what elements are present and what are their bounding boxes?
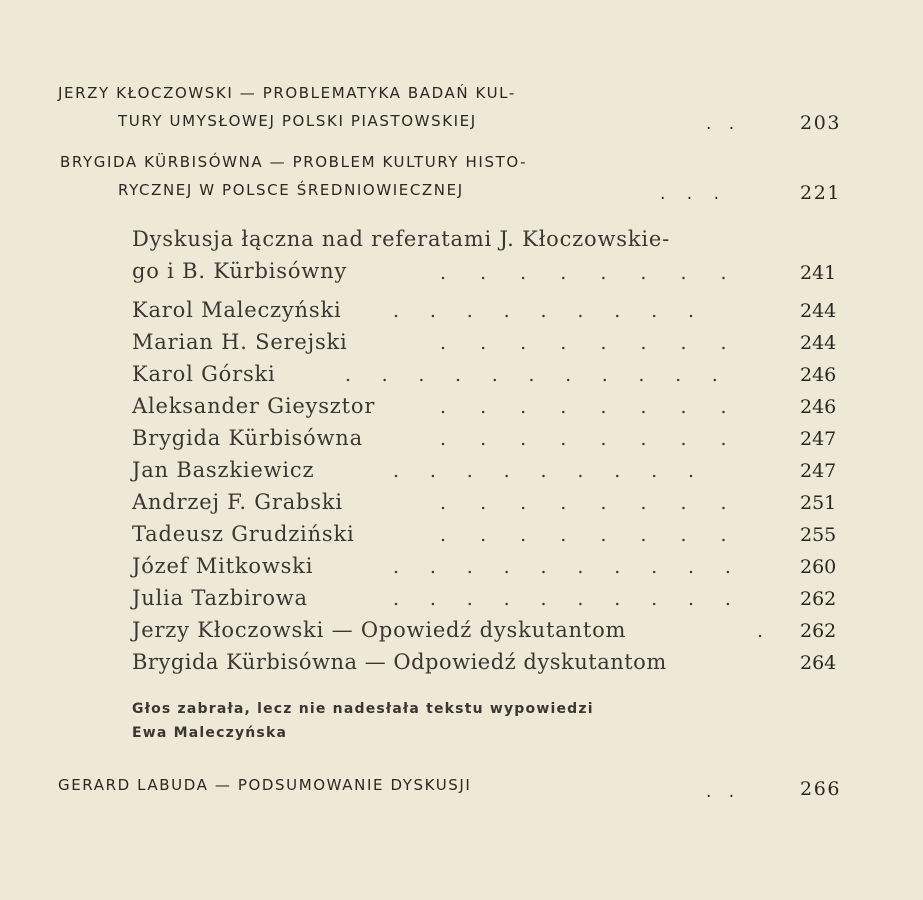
page-number: 221 xyxy=(800,182,842,204)
page-number: 244 xyxy=(800,332,837,354)
page-number: 244 xyxy=(800,300,837,322)
page-number: 255 xyxy=(800,524,837,546)
toc-entry xyxy=(0,586,923,618)
section-title-line: RYCZNEJ W POLSCE ŚREDNIOWIECZNEJ xyxy=(118,181,464,199)
toc-entry xyxy=(0,554,923,586)
note-line: Głos zabrała, lecz nie nadesłała tekstu wypowiedzi xyxy=(132,701,594,717)
speaker-name: Brygida Kürbisówna xyxy=(132,426,363,450)
page-number: 246 xyxy=(800,364,837,386)
page-number: 246 xyxy=(800,396,837,418)
discussion-title-line: Dyskusja łączna nad referatami J. Kłoczowskie- xyxy=(132,227,671,251)
section-title-line: BRYGIDA KÜRBISÓWNA — PROBLEM KULTURY HISTO- xyxy=(60,153,528,171)
discussion-title-line: go i B. Kürbisówny xyxy=(132,259,348,283)
speaker-name: Józef Mitkowski xyxy=(132,554,314,578)
leader-dots: . . . . . . . . . xyxy=(393,300,707,322)
speaker-name: Aleksander Gieysztor xyxy=(132,394,376,418)
page-number: 262 xyxy=(800,620,837,642)
leader-dots: . . . . . . . . xyxy=(440,428,741,450)
speaker-name: Tadeusz Grudziński xyxy=(132,522,355,546)
speaker-name: Julia Tazbirowa xyxy=(132,586,308,610)
section-title-line: GERARD LABUDA — PODSUMOWANIE DYSKUSJI xyxy=(58,776,472,794)
leader-dots: . . . . . . . . xyxy=(440,524,741,546)
toc-entry xyxy=(0,330,923,362)
speaker-name: Andrzej F. Grabski xyxy=(132,490,343,514)
leader-dots: . . xyxy=(706,782,741,802)
toc-entry xyxy=(0,650,923,682)
leader-dots: . . . . . . . . xyxy=(440,332,741,354)
leader-dots: . . xyxy=(706,114,741,134)
note-line: Ewa Maleczyńska xyxy=(132,725,288,741)
toc-entry xyxy=(0,362,923,394)
page-number: 203 xyxy=(800,112,842,134)
leader-dots: . . . . . . . . xyxy=(440,492,741,514)
leader-dots: . . . . . . . . . . . xyxy=(345,364,731,386)
leader-dots: . . . . . . . . xyxy=(440,262,741,284)
toc-entry xyxy=(0,490,923,522)
page-number: 260 xyxy=(800,556,837,578)
toc-entry xyxy=(0,426,923,458)
page-number: 247 xyxy=(800,428,837,450)
speaker-name: Karol Maleczyński xyxy=(132,298,342,322)
speaker-name: Brygida Kürbisówna — Odpowiedź dyskutantom xyxy=(132,650,667,674)
toc-entry xyxy=(0,298,923,330)
toc-entry xyxy=(0,458,923,490)
leader-dots: . . . . . . . . . xyxy=(393,460,707,482)
page-number: 241 xyxy=(800,262,837,284)
page-number: 247 xyxy=(800,460,837,482)
toc-entry xyxy=(0,522,923,554)
speaker-name: Jerzy Kłoczowski — Opowiedź dyskutantom xyxy=(132,618,627,642)
section-title-line: TURY UMYSŁOWEJ POLSKI PIASTOWSKIEJ xyxy=(118,112,477,130)
toc-entry xyxy=(0,618,923,650)
speaker-name: Marian H. Serejski xyxy=(132,330,348,354)
page-number: 264 xyxy=(800,652,837,674)
section-title-line: JERZY KŁOCZOWSKI — PROBLEMATYKA BADAŃ KUL- xyxy=(58,84,516,102)
page-number: 251 xyxy=(800,492,837,514)
leader-dots: . . . xyxy=(660,184,728,204)
speaker-name: Karol Górski xyxy=(132,362,276,386)
page-number: 266 xyxy=(800,778,842,800)
leader-dots: . . . . . . . . . . xyxy=(393,588,744,610)
leader-dots: . xyxy=(757,620,764,642)
leader-dots: . . . . . . . . . . xyxy=(393,556,744,578)
toc-entry xyxy=(0,394,923,426)
leader-dots: . . . . . . . . xyxy=(440,396,741,418)
page-number: 262 xyxy=(800,588,837,610)
speaker-name: Jan Baszkiewicz xyxy=(132,458,315,482)
